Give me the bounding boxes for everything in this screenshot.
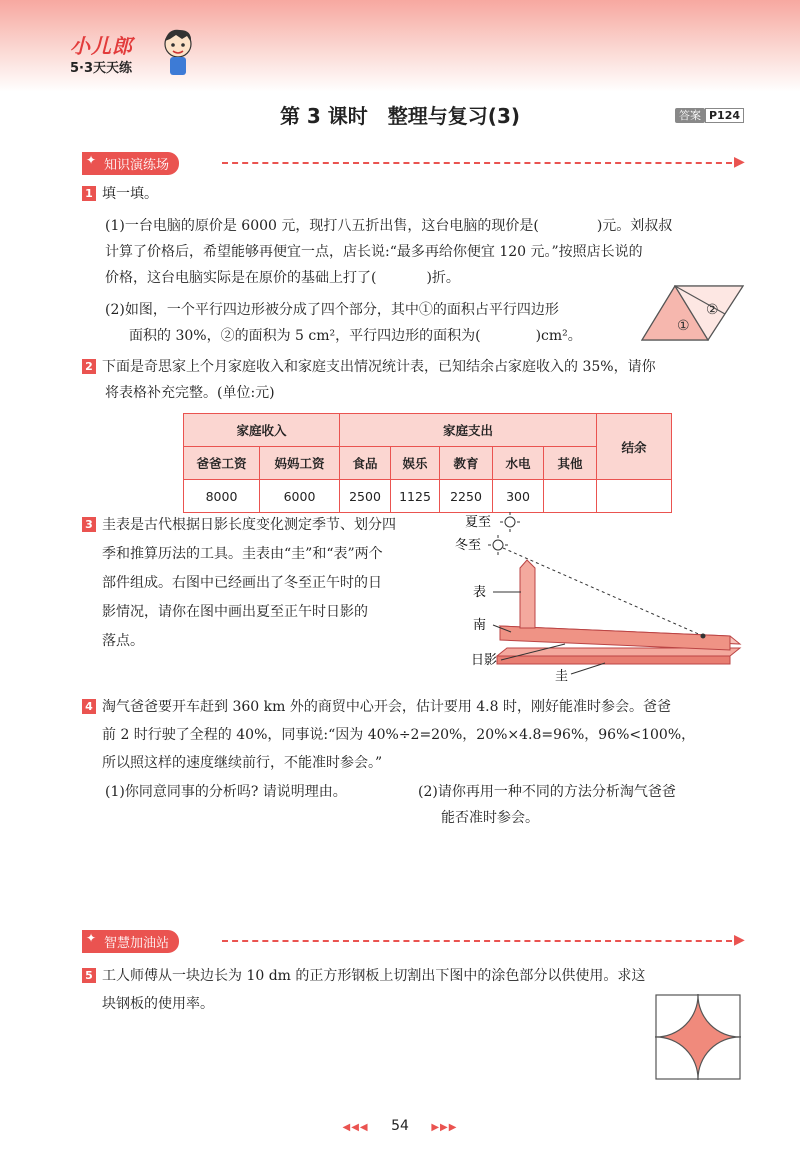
section-challenge [82,930,745,952]
q1-number: 1 [82,186,96,201]
q4-sub2: (2)请你再用一种不同的方法分析淘气爸爸 [418,784,676,800]
q2-line2: 将表格补充完整。(单位:元) [105,385,275,401]
svg-text:南: 南 [473,618,487,633]
sun-icon [488,535,508,555]
q2-line1: 2 下面是奇思家上个月家庭收入和家庭支出情况统计表，已知结余占家庭收入的 35%，请你 [82,354,656,380]
arrow-right-icon: ▶▶▶ [431,1122,458,1133]
page-number: 54 [391,1118,409,1134]
q4-text: 4 淘气爸爸要开车赶到 360 km 外的商贸中心开会，估计要用 4.8 时，刚好能准时参会。爸爸 前 2 时行驶了全程的 40%，同事说:“因为 40%÷2=20%，20%×4.8=96%，96%<100%， 所以照这样的速度继续前行，不能准时参会。” [82,693,695,777]
q1-part1-line2: 计算了价格后，希望能够再便宜一点，店长说:“最多再给你便宜 120 元。”按照店长说的 [105,244,643,260]
section-dash [222,940,732,942]
table-row: 8000 6000 2500 1125 2250 300 [184,480,672,513]
parallelogram-figure [640,284,745,344]
brand-name: 小儿郎 [70,34,133,58]
section-label: ✦ 智慧加油站 [82,930,179,953]
q4-sub1: (1)你同意同事的分析吗? 请说明理由。 [105,784,347,800]
income-expense-table: 家庭收入 家庭支出 结余 爸爸工资 妈妈工资 食品 娱乐 教育 水电 其他 8000 6000 2500 1125 2250 300 [183,413,672,513]
brand-logo [70,30,133,76]
svg-text:日影: 日影 [471,653,498,668]
q1-stem: 1 填一填。 [82,181,158,207]
svg-text:夏至: 夏至 [465,515,492,530]
answer-ref [675,107,744,123]
mascot-icon [160,26,196,78]
arrow-right-icon: ▶ [734,932,745,948]
section-dash [222,162,732,164]
q4-sub2-cont: 能否准时参会。 [441,810,539,826]
svg-text:冬至: 冬至 [455,538,482,553]
page-title: 第 3 课时 整理与复习(3) [279,104,521,128]
fig-label-1: ① [677,318,690,334]
arrow-left-icon: ◀◀◀ [342,1122,369,1133]
page-number-bar [0,1118,800,1134]
header-expense: 家庭支出 [340,414,597,447]
answer-tag: 答案 [675,108,705,123]
q2-number: 2 [82,359,96,374]
section-knowledge [82,152,745,174]
q3-number: 3 [82,517,96,532]
brand-series: 5·3天天练 [70,61,133,76]
sun-icon [500,512,520,532]
q4-number: 4 [82,699,96,714]
q5-number: 5 [82,968,96,983]
fig-label-2: ② [706,302,719,318]
q1-part2-line1: (2)如图，一个平行四边形被分成了四个部分，其中①的面积占平行四边形 [105,302,559,318]
gnomon-figure [455,508,745,683]
svg-text:表: 表 [473,585,487,600]
q3-text: 3 圭表是古代根据日影长度变化测定季节、划分四 季和推算历法的工具。圭表由“圭”和“表”两个 部件组成。右图中已经画出了冬至正午时的日 影情况，请你在图中画出夏至正午时日影的 落点。 [82,511,396,656]
header-balance: 结余 [597,414,672,480]
q1-part1-line3: 价格，这台电脑实际是在原价的基础上打了( )折。 [105,270,460,286]
q5-text: 5 工人师傅从一块边长为 10 dm 的正方形钢板上切割出下图中的涂色部分以供使用。求这 块钢板的使用率。 [82,962,645,1018]
q1-part2-line2: 面积的 30%，②的面积为 5 cm²，平行四边形的面积为( )cm²。 [129,328,582,344]
q1-part1-line1: (1)一台电脑的原价是 6000 元，现打八五折出售，这台电脑的现价是( )元。刘叔叔 [105,218,673,234]
section-label: ✦ 知识演练场 [82,152,179,175]
answer-page: P124 [705,108,744,123]
header-income: 家庭收入 [184,414,340,447]
svg-text:圭: 圭 [555,669,569,683]
steel-plate-figure [655,994,741,1080]
arrow-right-icon: ▶ [734,154,745,170]
